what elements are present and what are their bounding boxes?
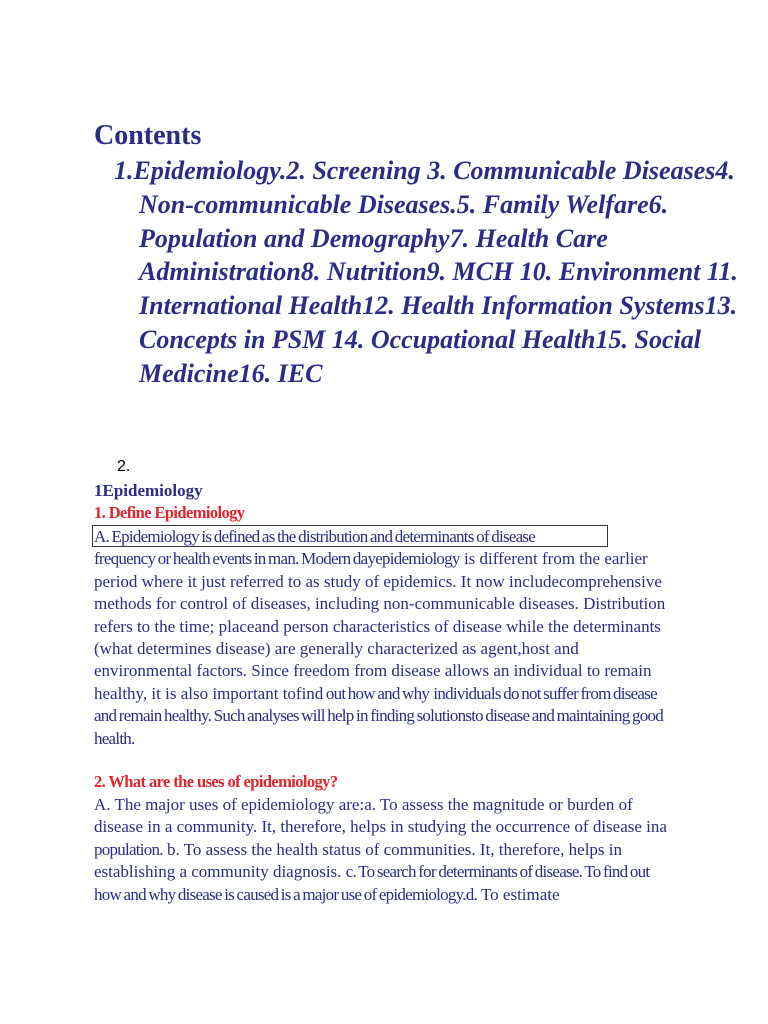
list-number: 2. xyxy=(117,458,131,475)
answer-text: A. Epidemiology is defined as the distribution and determinants of disease xyxy=(94,527,536,546)
answer-text: To estimate xyxy=(477,884,560,904)
answer-text: out how and why xyxy=(323,683,430,703)
answer-text: population. xyxy=(94,839,163,859)
contents-title: Contents xyxy=(94,120,202,151)
answer-text: c. To search for determinants of disease. To find out how and why disease is caused is a major use of epidemiology.d. xyxy=(94,862,650,904)
section-heading: 1Epidemiology xyxy=(94,481,203,500)
question-uses-of-epidemiology: 2. What are the uses of epidemiology? xyxy=(94,772,338,791)
answer-text: individuals do not suffer from disease and remain healthy. Such analyses will help in finding solutionsto disease and maintaining good health. xyxy=(94,683,664,748)
answer-text: frequency or health events in man. Modern dayepidemiology xyxy=(94,549,460,569)
answer-define-epidemiology xyxy=(94,526,674,750)
answer-uses-of-epidemiology xyxy=(94,794,674,906)
question-define-epidemiology: 1. Define Epidemiology xyxy=(94,503,245,522)
answer-text: from the earlier period where it just referred to as study of epidemics. It now includecomprehensive methods for control of diseases, including non-communicable diseases. Distribution refers to the time; placeand person characteristics of disease while the determinants (what determines disease) are generally characterized as agent,host and environmental factors. Since freedom from disease allows an individual to remain healthy, it is also important tofind xyxy=(94,549,666,703)
answer-text: b. To assess the health status of communities. It, therefore, helps in establishing a community diagnosis. xyxy=(94,839,623,882)
contents-list: 1.Epidemiology.2. Screening 3. Communicable Diseases4. Non-communicable Diseases.5. Family Welfare6. Population and Demography7. Health Care Administration8. Nutrition9. MCH 10. Environment 11. International Health12. Health Information Systems13. Concepts in PSM 14. Occupational Health15. Social Medicine16. IEC xyxy=(114,156,738,388)
answer-text: A. The major uses of epidemiology are:a. To assess the magnitude or burden of disease in a community. It, therefore, helps in studying the occurrence of disease ina xyxy=(94,795,667,837)
answer-text: is different xyxy=(459,549,538,569)
